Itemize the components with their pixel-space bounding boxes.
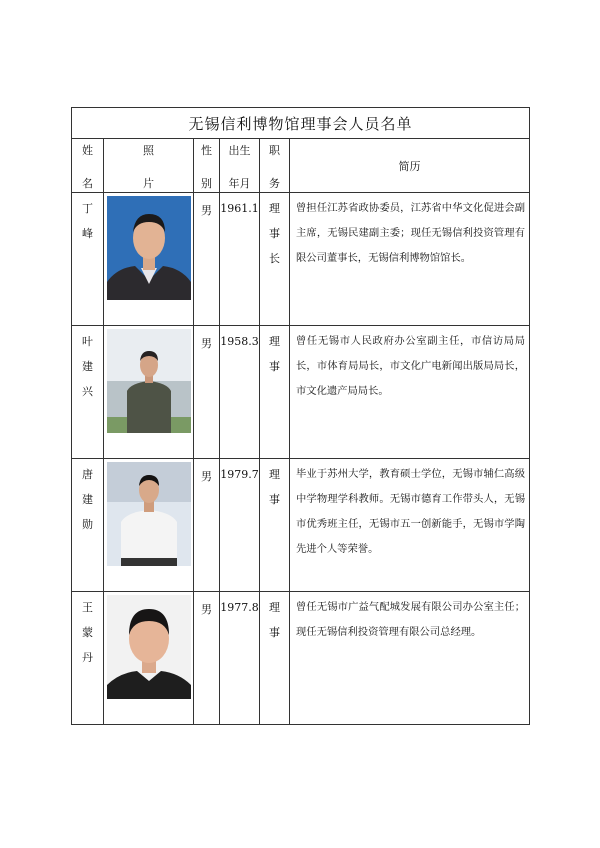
header-birth: 出生 年月 (220, 139, 260, 193)
member-birth: 1961.1 (220, 193, 260, 326)
member-birth: 1977.8 (220, 592, 260, 725)
table-row (72, 193, 530, 326)
member-role: 理 事 (260, 459, 290, 592)
member-photo (104, 326, 194, 459)
member-role: 理 事 (260, 592, 290, 725)
member-name: 丁 峰 (72, 193, 104, 326)
header-photo: 照 片 (104, 139, 194, 193)
member-gender: 男 (194, 592, 220, 725)
member-gender: 男 (194, 326, 220, 459)
member-birth: 1979.7 (220, 459, 260, 592)
member-role: 理 事 长 (260, 193, 290, 326)
table-row (72, 459, 530, 592)
member-bio: 曾任无锡市广益气配城发展有限公司办公室主任；现任无锡信利投资管理有限公司总经理。 (290, 592, 530, 725)
header-role: 职 务 (260, 139, 290, 193)
header-name: 姓 名 (72, 139, 104, 193)
portrait-photo (107, 462, 191, 566)
member-name: 唐 建 勋 (72, 459, 104, 592)
member-bio: 曾担任江苏省政协委员，江苏省中华文化促进会副主席，无锡民建副主委；现任无锡信利投资管理有限公司董事长，无锡信利博物馆馆长。 (290, 193, 530, 326)
member-name: 叶 建 兴 (72, 326, 104, 459)
portrait-photo (107, 196, 191, 300)
roster-table (71, 107, 530, 725)
member-gender: 男 (194, 193, 220, 326)
page-title: 无锡信利博物馆理事会人员名单 (72, 108, 530, 139)
member-name: 王 蒙 丹 (72, 592, 104, 725)
member-photo (104, 459, 194, 592)
header-gender: 性 别 (194, 139, 220, 193)
header-bio: 简历 (290, 139, 530, 193)
member-birth: 1958.3 (220, 326, 260, 459)
member-photo (104, 193, 194, 326)
portrait-photo (107, 329, 191, 433)
member-gender: 男 (194, 459, 220, 592)
table-row (72, 326, 530, 459)
member-role: 理 事 (260, 326, 290, 459)
header-row (72, 139, 530, 193)
portrait-photo (107, 595, 191, 699)
table-row (72, 592, 530, 725)
member-bio: 毕业于苏州大学，教育硕士学位，无锡市辅仁高级中学物理学科教师。无锡市德育工作带头人，无锡市优秀班主任，无锡市五一创新能手，无锡市学陶先进个人等荣誉。 (290, 459, 530, 592)
member-photo (104, 592, 194, 725)
member-bio: 曾任无锡市人民政府办公室副主任，市信访局局长，市体育局局长，市文化广电新闻出版局局长，市文化遗产局局长。 (290, 326, 530, 459)
